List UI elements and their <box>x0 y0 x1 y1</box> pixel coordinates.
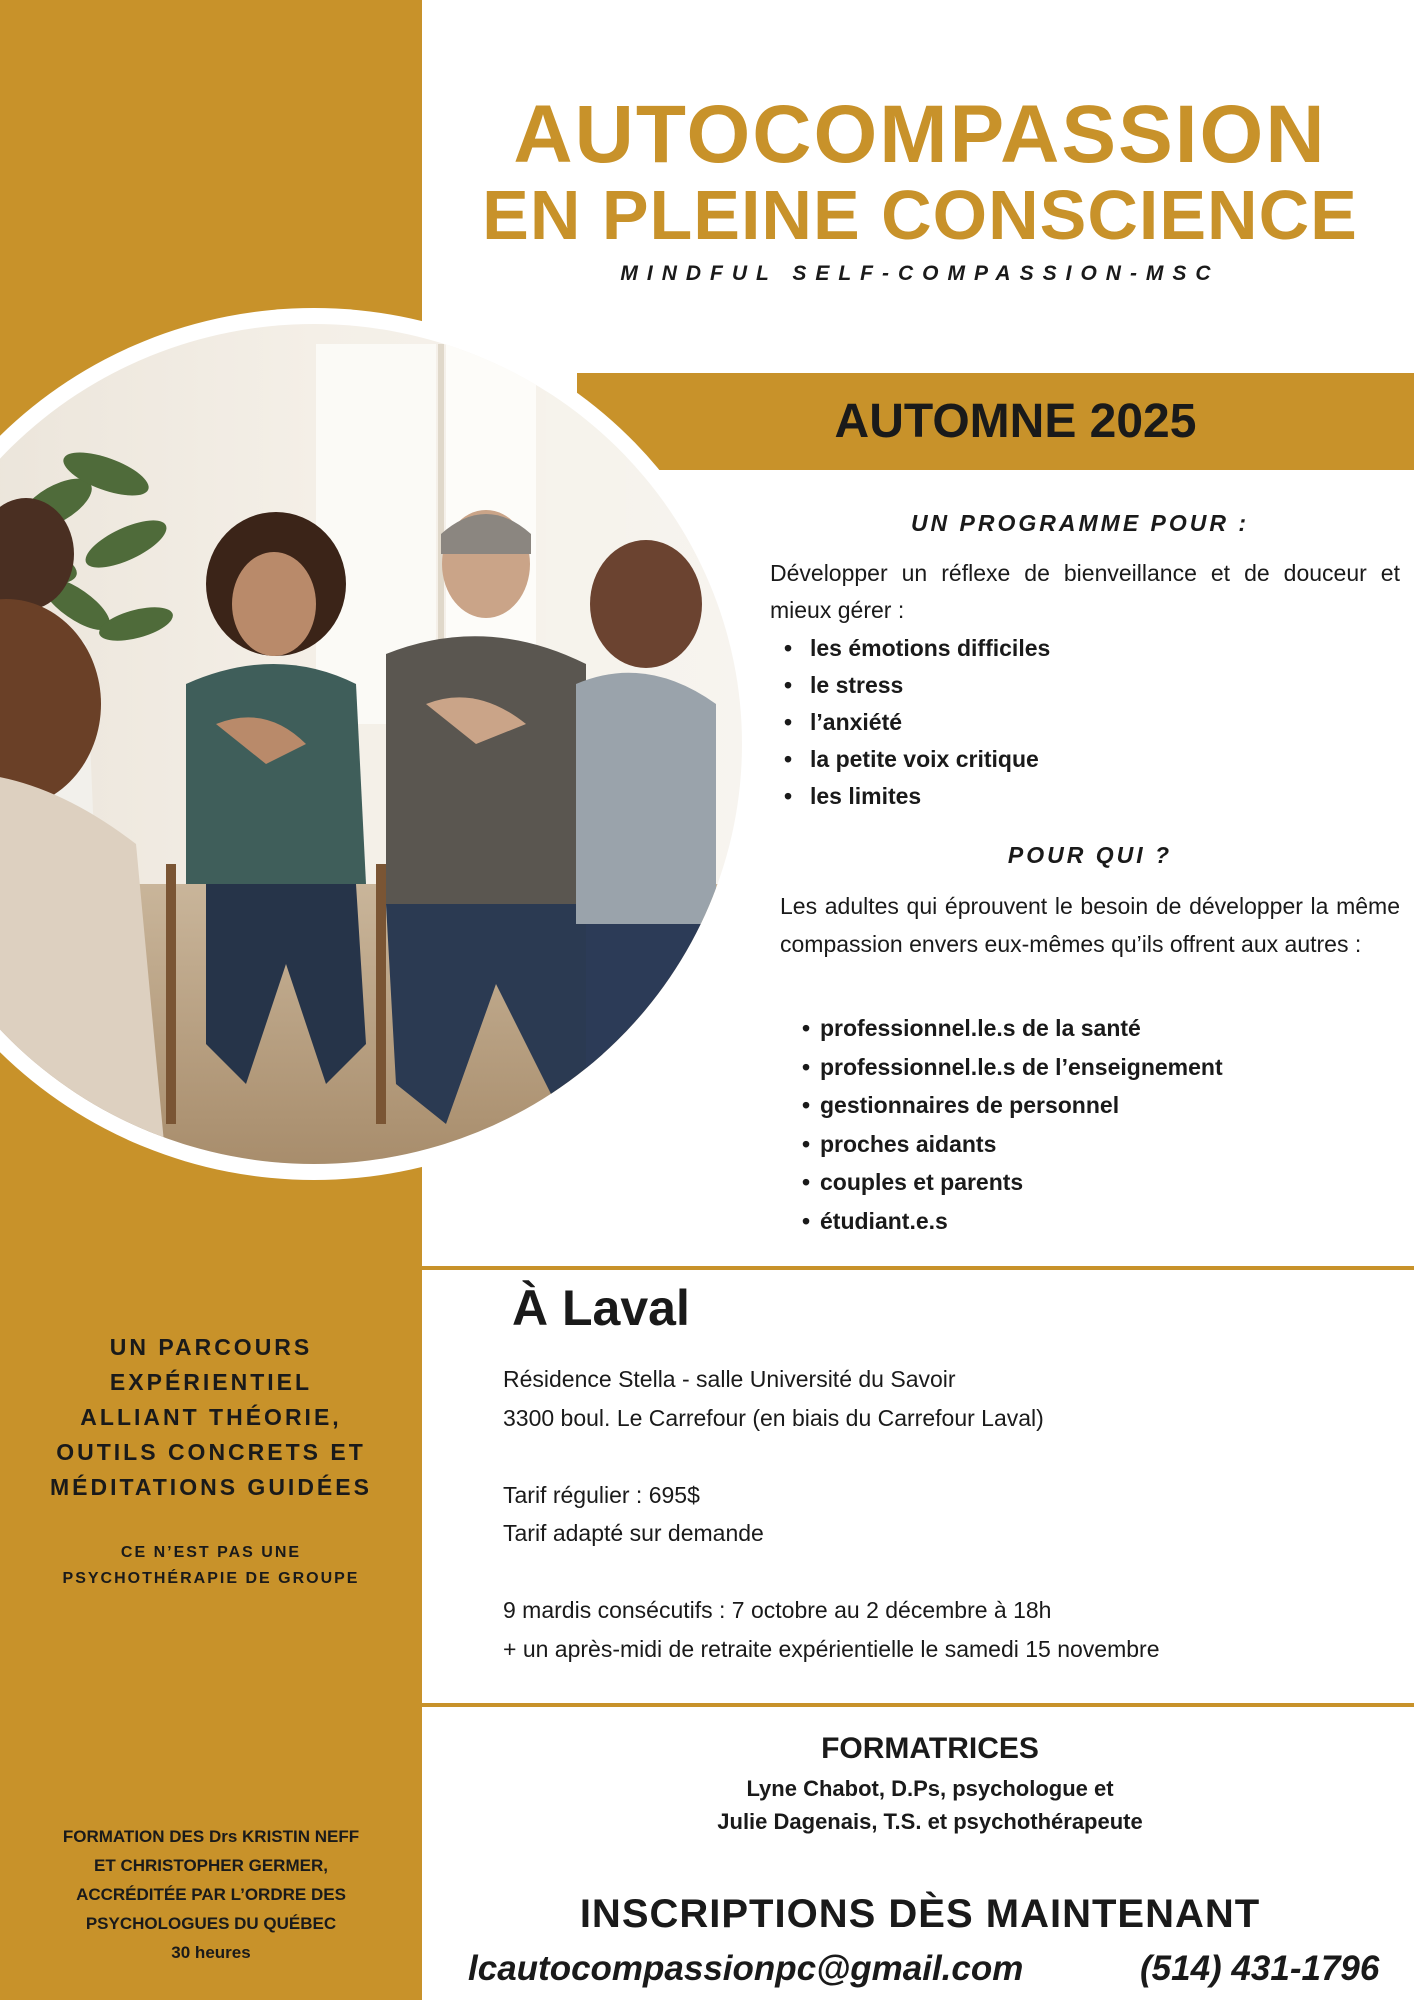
audience-intro: Les adultes qui éprouvent le besoin de développer la même compassion envers eux-mêmes qu’ils offrent aux autres : <box>780 893 1400 957</box>
list-item: • le stress <box>770 667 1400 704</box>
note-line: CE N’EST PAS UNE <box>120 1544 302 1561</box>
list-item: • proches aidants <box>780 1125 1410 1164</box>
formation-line: ET CHRISTOPHER GERMER, <box>94 1856 328 1875</box>
venue: Résidence Stella - salle Université du Savoir <box>503 1366 956 1392</box>
parcours-line: MÉDITATIONS GUIDÉES <box>50 1474 372 1500</box>
audience-list <box>780 1009 1410 1240</box>
formation-line: ACCRÉDITÉE PAR L’ORDRE DES <box>76 1885 346 1904</box>
spacer <box>503 1437 1383 1476</box>
subtitle: MINDFUL SELF-COMPASSION-MSC <box>620 262 1220 285</box>
trainers-names <box>440 1772 1414 1838</box>
parcours-text <box>20 1330 402 1505</box>
parcours-line: EXPÉRIENTIEL <box>109 1369 313 1395</box>
trainer-line: Lyne Chabot, D.Ps, psychologue et <box>746 1776 1114 1801</box>
parcours-line: UN PARCOURS <box>109 1334 313 1360</box>
divider <box>422 1266 1414 1270</box>
programme-heading: UN PROGRAMME POUR : <box>910 510 1250 536</box>
parcours-line: ALLIANT THÉORIE, <box>80 1404 342 1430</box>
trainers-heading: FORMATRICES <box>821 1732 1039 1765</box>
email-link[interactable]: lcautocompassionpc@gmail.com <box>468 1949 1024 1988</box>
not-psychotherapy-note <box>20 1540 402 1592</box>
season-label: AUTOMNE 2025 <box>834 395 1197 448</box>
title-line-1: AUTOCOMPASSION <box>513 89 1327 180</box>
list-item: • gestionnaires de personnel <box>780 1086 1410 1125</box>
parcours-line: OUTILS CONCRETS ET <box>56 1439 366 1465</box>
list-item: • la petite voix critique <box>770 741 1400 778</box>
retreat: + un après-midi de retraite expérientielle le samedi 15 novembre <box>503 1635 1160 1662</box>
price-adapted: Tarif adapté sur demande <box>503 1520 764 1546</box>
list-item: • l’anxiété <box>770 704 1400 741</box>
note-line: PSYCHOTHÉRAPIE DE GROUPE <box>62 1570 360 1587</box>
list-item: • professionnel.le.s de la santé <box>780 1009 1410 1048</box>
phone-number[interactable]: (514) 431-1796 <box>1140 1949 1380 1988</box>
list-item: • étudiant.e.s <box>780 1202 1410 1241</box>
formation-credit <box>20 1822 402 1967</box>
price-regular: Tarif régulier : 695$ <box>503 1481 700 1508</box>
formation-line: FORMATION DES Drs KRISTIN NEFF <box>62 1827 360 1846</box>
formation-line: PSYCHOLOGUES DU QUÉBEC <box>85 1914 337 1933</box>
title-line-2: EN PLEINE CONSCIENCE <box>482 176 1358 254</box>
programme-intro: Développer un réflexe de bienveillance et de douceur et mieux gérer : <box>770 560 1400 623</box>
list-item: • professionnel.le.s de l’enseignement <box>780 1048 1410 1087</box>
formation-line: 30 heures <box>171 1943 251 1962</box>
list-item: • les limites <box>770 778 1400 815</box>
list-item: • couples et parents <box>780 1163 1410 1202</box>
signup-heading: INSCRIPTIONS DÈS MAINTENANT <box>579 1892 1261 1936</box>
address: 3300 boul. Le Carrefour (en biais du Carrefour Laval) <box>503 1404 1044 1431</box>
location-details <box>503 1360 1383 1668</box>
trainer-line: Julie Dagenais, T.S. et psychothérapeute <box>717 1809 1143 1834</box>
schedule: 9 mardis consécutifs : 7 octobre au 2 décembre à 18h <box>503 1597 1052 1623</box>
group-meditation-photo <box>0 324 742 1164</box>
programme-list <box>770 630 1400 815</box>
divider <box>422 1703 1414 1707</box>
spacer <box>503 1553 1383 1592</box>
audience-heading: POUR QUI ? <box>1007 842 1173 868</box>
list-item: • les émotions difficiles <box>770 630 1400 667</box>
city-heading: À Laval <box>512 1280 690 1336</box>
